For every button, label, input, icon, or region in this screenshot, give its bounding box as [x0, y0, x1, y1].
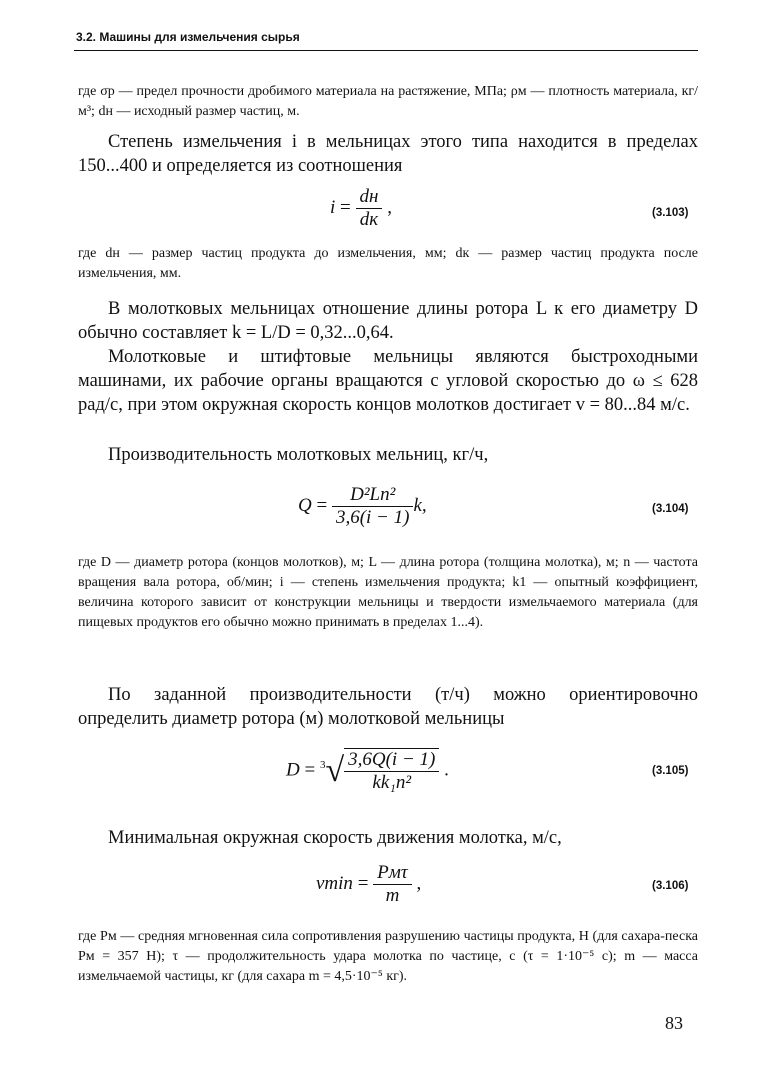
- paragraph-variables-definition: где D — диаметр ротора (концов молотков), м; L — длина ротора (толщина молотка), м; n — частота вращения вала ротора, об/мин; i — степень измельчения продукта; k1 — опытный коэффициент, величина которого зависит от конструкции мельницы и твердости измельчаемого материала (для пищевых продуктов его обычно можно принимать в пределах 1...4).: [78, 555, 698, 630]
- equation-3-106: vmin = $\frac{\text{Pмτ}}{m}$ ,: [316, 862, 422, 906]
- running-header: [74, 24, 698, 52]
- paragraph-force-definition: где Pм — средняя мгновенная сила сопротивления разрушению частицы продукта, Н (для сахара-песка Pм = 357 Н); τ — продолжительность удара молотка по частице, с (τ = 1·10⁻⁵ с); m — масса измельчаемой частицы, кг (для сахара m = 4,5·10⁻⁵ кг).: [78, 929, 698, 984]
- equation-3-103: i = $\frac{dн}{dк}$ ,: [330, 186, 392, 230]
- equation-number-3-105: (3.105): [652, 765, 689, 777]
- paragraph-productivity: Производительность молотковых мельниц, кг/ч,: [108, 445, 489, 465]
- equation-number-3-104: (3.104): [652, 503, 689, 515]
- eq104-tail: k,: [413, 494, 427, 516]
- eq103-numerator: dн: [359, 186, 379, 207]
- paragraph-rotor-diameter: По заданной производительности (т/ч) можно ориентировочно определить диаметр ротора (м) молотковой мельницы: [78, 685, 698, 729]
- eq106-lhs: vmin: [316, 872, 353, 894]
- equation-number-3-103: (3.103): [652, 207, 689, 219]
- radical-sign-icon: √: [325, 752, 345, 789]
- eq103-denominator: dк: [356, 208, 383, 231]
- eq105-denominator: kk₁n²: [344, 771, 439, 794]
- page-number: 83: [665, 1013, 683, 1033]
- paragraph-dn-dk-definition: где dн — размер частиц продукта до измельчения, мм; dк — размер частиц продукта после измельчения, мм.: [78, 246, 698, 281]
- eq106-denominator: m: [373, 884, 412, 907]
- eq105-fraction: [344, 748, 439, 794]
- eq106-fraction: [373, 862, 412, 907]
- eq105-numerator: 3,6Q(i − 1): [348, 749, 436, 770]
- equation-3-104: Q = $\frac{\text{D²Ln²}}{3,6(i - 1)}$ k,: [298, 484, 427, 528]
- eq103-fraction: [356, 186, 383, 231]
- section-title: 3.2. Машины для измельчения сырья: [76, 30, 300, 44]
- eq105-root-index: 3: [319, 759, 326, 772]
- eq103-lhs: i: [330, 196, 336, 218]
- eq104-fraction: [332, 484, 414, 529]
- paragraph-hammer-mills-speed: Молотковые и штифтовые мельницы являются быстроходными машинами, их рабочие органы вращаются с угловой скоростью до ω ≤ 628 рад/с, при этом окружная скорость концов молотков достигает v = 80...84 м/с.: [78, 347, 698, 415]
- paragraph-degree-of-grinding: Степень измельчения i в мельницах этого типа находится в пределах 150...400 и определяется из соотношения: [78, 132, 698, 176]
- equation-number-3-106: (3.106): [652, 880, 689, 892]
- eq105-lhs: D: [286, 759, 300, 781]
- header-rule: [74, 50, 698, 51]
- eq106-numerator: Pмτ: [377, 862, 408, 883]
- paragraph-min-speed: Минимальная окружная скорость движения молотка, м/с,: [108, 828, 562, 848]
- paragraph-sigma-definition: где σр — предел прочности дробимого материала на растяжение, МПа; ρм — плотность материала, кг/м³; dн — исходный размер частиц, м.: [78, 84, 698, 119]
- eq104-numerator: D²Ln²: [350, 484, 396, 505]
- equation-3-105: D = $^3$√ $\frac{3,6Q(i - 1)}{\text{kk₁n²}}$ .: [286, 749, 449, 793]
- eq104-lhs: Q: [298, 494, 312, 516]
- eq104-denominator: 3,6(i − 1): [332, 506, 414, 529]
- paragraph-rotor-ratio: В молотковых мельницах отношение длины ротора L к его диаметру D обычно составляет k = L/D = 0,32...0,64.: [78, 299, 698, 343]
